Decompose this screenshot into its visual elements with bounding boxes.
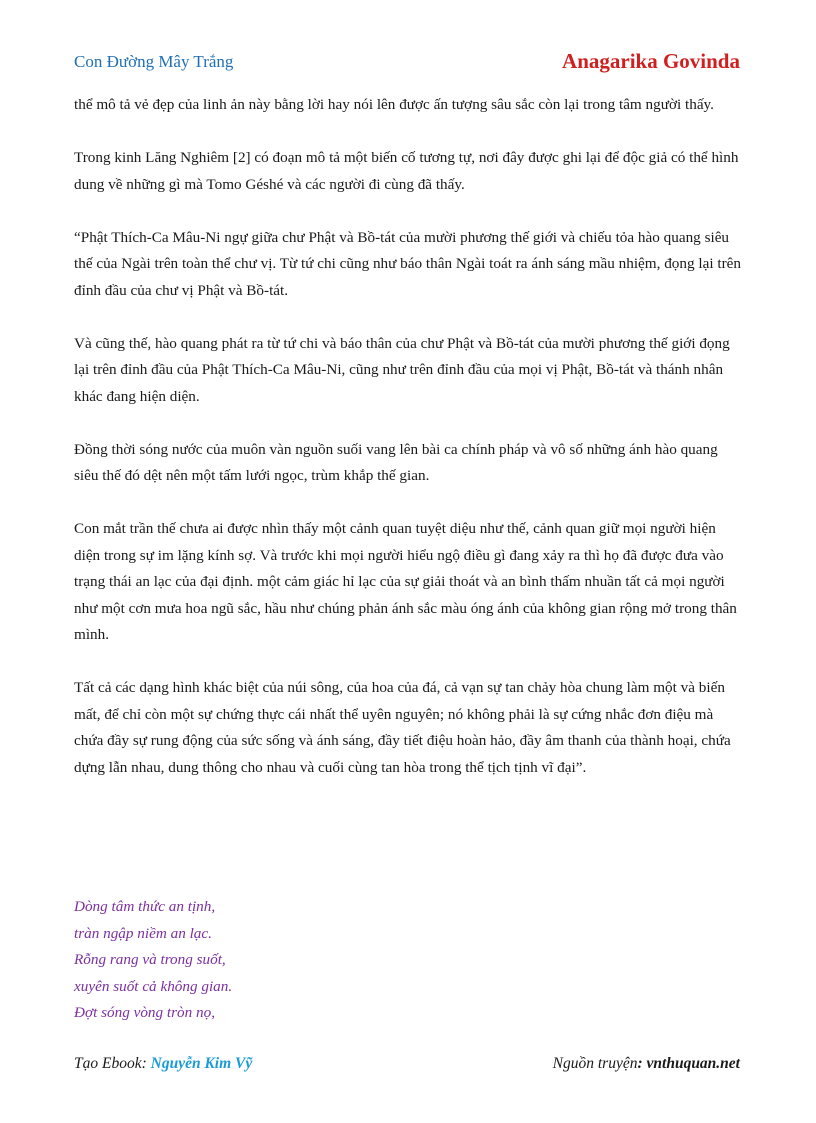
author-name: Anagarika Govinda [562,49,740,73]
source-separator: : [637,1055,647,1072]
poem-line: xuyên suốt cả không gian. [74,977,233,995]
paragraph: thể mô tả vẻ đẹp của linh ản này bằng lời hay nói lên được ấn tượng sâu sắc còn lại trong tâm người thấy. [74,96,714,113]
poem-block [74,894,744,1027]
footer-source-credit [553,1055,740,1073]
book-title: Con Đường Mây Trắng [74,52,234,71]
ebook-label: Tạo Ebook [74,1055,142,1072]
ebook-separator: : [141,1055,151,1072]
page-body [74,92,744,808]
paragraph: Và cũng thế, hào quang phát ra từ tứ chi và báo thân của chư Phật và Bồ-tát của mười phương thế giới đọng lại trên đỉnh đầu của Phật Thích-Ca Mâu-Ni, cũng như trên đỉnh đầu của mọi vị Phật, Bồ-tát và thánh nhân khác đang hiện diện. [74,334,730,405]
paragraph: Đồng thời sóng nước của muôn vàn nguồn suối vang lên bài ca chính pháp và vô số những ánh hào quang siêu thế đó dệt nên một tấm lưới ngọc, trùm khắp thế gian. [74,440,718,484]
poem-line: Đợt sóng vòng tròn nọ, [74,1004,215,1021]
source-site: vnthuquan.net [646,1055,740,1072]
paragraph: Con mắt trần thế chưa ai được nhìn thấy một cảnh quan tuyệt diệu như thế, cảnh quan giữ mọi người hiện diện trong sự im lặng kính sợ. Và trước khi mọi người hiểu ngộ điều gì đang xảy ra thì họ đã được đưa vào trạng thái an lạc của đại định. một cảm giác hỉ lạc của sự giải thoát và an bình thấm nhuần tất cả mọi người như một cơn mưa hoa ngũ sắc, hầu như chúng phản ánh sắc màu óng ánh của không gian rộng mở trong thân mình. [74,520,737,643]
paragraph: Trong kinh Lăng Nghiêm [2] có đoạn mô tả một biến cố tương tự, nơi đây được ghi lại để độc giả có thể hình dung về những gì mà Tomo Géshé và các người đi cùng đã thấy. [74,149,739,193]
ebook-creator-name: Nguyễn Kim Vỹ [150,1055,253,1072]
source-label: Nguồn truyện [552,1055,638,1072]
paragraph: Tất cả các dạng hình khác biệt của núi sông, của hoa của đá, cả vạn sự tan chảy hòa chung làm một và biến mất, để chỉ còn một sự chứng thực cái nhất thể uyên nguyên; nó không phải là sự cứng nhắc đơn điệu mà chứa đầy sự rung động của sức sống và ánh sáng, đầy tiết điệu hoàn hảo, đầy âm thanh của thành hoại, chứa dựng lẫn nhau, dung thông cho nhau và cuối cùng tan hòa trong thể tịch tịnh vĩ đại”. [74,679,731,776]
poem-line: Dòng tâm thức an tịnh, [74,898,216,915]
poem-line: Rỗng rang và trong suốt, [74,951,226,968]
poem-line: tràn ngập niềm an lạc. [74,924,212,942]
paragraph: “Phật Thích-Ca Mâu-Ni ngự giữa chư Phật và Bồ-tát của mười phương thế giới và chiếu tỏa hào quang siêu thế của Ngài trên toàn thể chư vị. Từ tứ chi cũng như báo thân Ngài toát ra ánh sáng mầu nhiệm, đọng lại trên đỉnh đầu của chư vị Phật và Bồ-tát. [74,228,741,299]
footer-ebook-credit [74,1055,252,1073]
